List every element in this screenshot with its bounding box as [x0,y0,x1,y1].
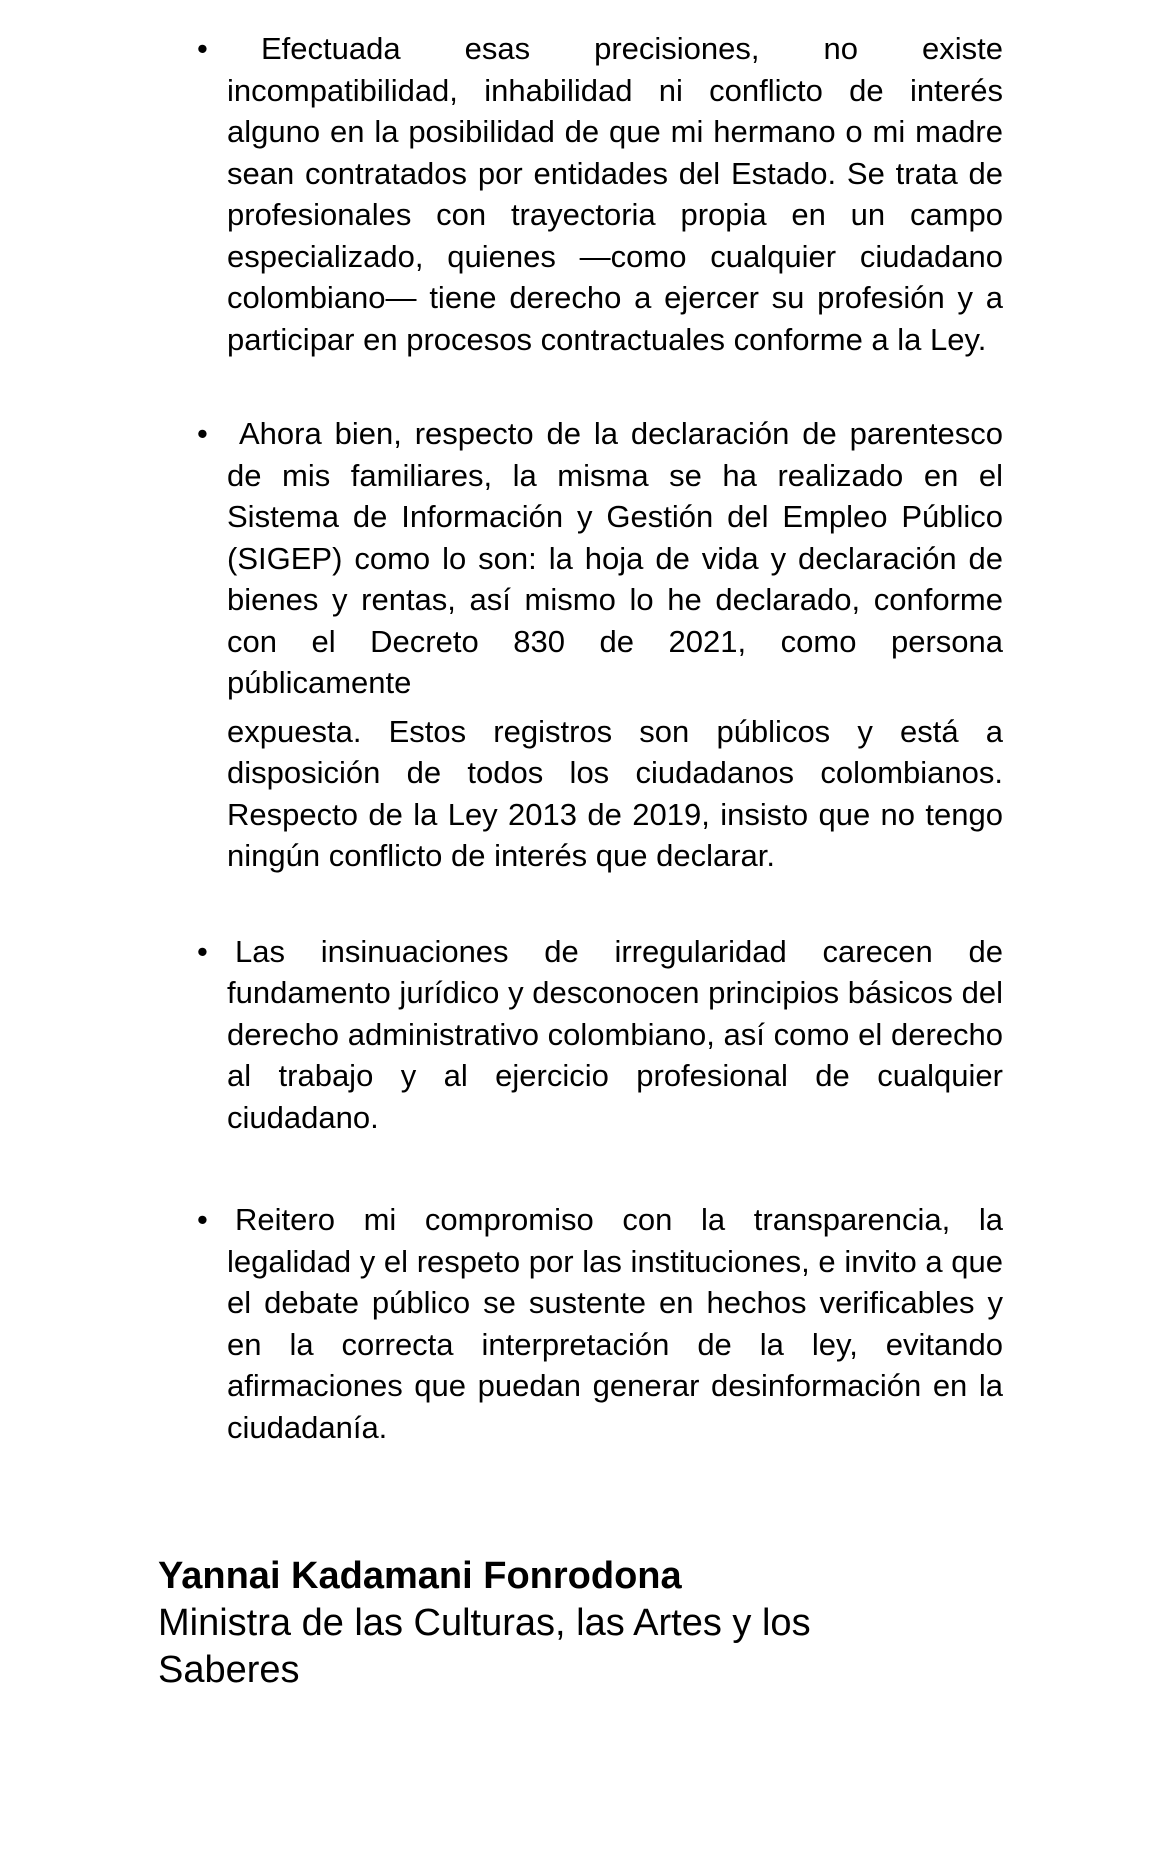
signature-title: Ministra de las Culturas, las Artes y los Saberes [158,1602,811,1691]
bullet-icon: • [197,31,208,66]
bullet-item [197,28,1003,360]
bullet-icon: • [197,933,208,969]
bullet-icon: • [197,416,208,451]
bullet-text: Las insinuaciones de irregularidad carecen de fundamento jurídico y desconocen principios básicos del derecho administrativo colombiano, así como el derecho al trabajo y al ejercicio profesional de cualquier ciudadano. [227,933,1003,1135]
bullet-item [197,1199,1003,1448]
bullet-item [197,413,1003,877]
bullet-text: Ahora bien, respecto de la declaración de parentesco de mis familiares, la misma se ha realizado en el Sistema de Información y Gestión del Empleo Público (SIGEP) como lo son: la hoja de vida y declaración de bienes y rentas, así mismo lo he declarado, conforme con el Decreto 830 de 2021, como persona públicamente [227,416,1003,700]
signature-name: Yannai Kadamani Fonrodona [158,1555,682,1597]
bullet-text: Efectuada esas precisiones, no existe incompatibilidad, inhabilidad ni conflicto de interés alguno en la posibilidad de que mi hermano o mi madre sean contratados por entidades del Estado. Se trata de profesionales con trayectoria propia en un campo especializado, quienes —como cualquier ciudadano colombiano— tiene derecho a ejercer su profesión y a participar en procesos contractuales conforme a la Ley. [227,31,1003,357]
signature-block [158,1553,918,1694]
bullet-text: Reitero mi compromiso con la transparencia, la legalidad y el respeto por las instituciones, e invito a que el debate público se sustente en hechos verificables y en la correcta interpretación de la ley, evitando afirmaciones que puedan generar desinformación en la ciudadanía. [227,1202,1003,1445]
bullet-item [197,931,1003,1139]
bullet-list [0,28,1170,1448]
bullet-text-continued: expuesta. Estos registros son públicos y está a disposición de todos los ciudadanos colombianos. Respecto de la Ley 2013 de 2019, insisto que no tengo ningún conflicto de interés que declarar. [227,713,1003,873]
bullet-icon: • [197,1202,208,1237]
